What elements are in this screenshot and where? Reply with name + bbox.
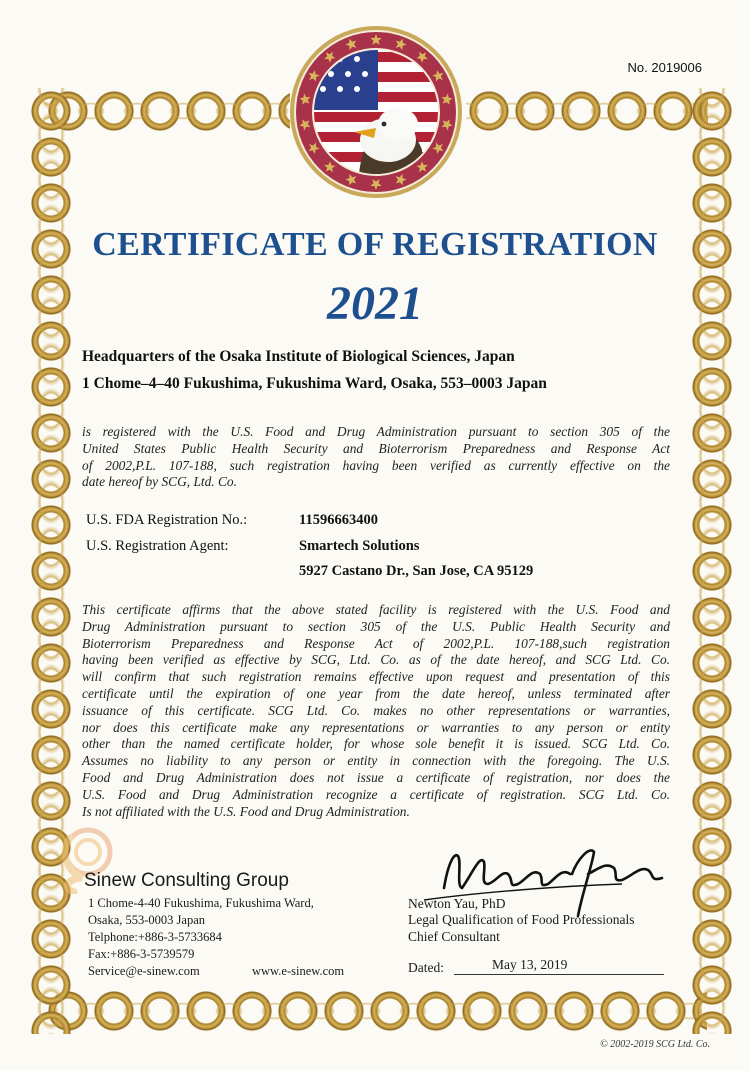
signature-date: May 13, 2019: [492, 957, 568, 972]
fda-registration-number: 11596663400: [299, 512, 378, 528]
fda-registration-label: U.S. FDA Registration No.:: [86, 512, 248, 528]
border-top-right-overlay: [466, 88, 708, 134]
body-line: Food and Drug Administration does not issue a certificate of registration, nor does the: [82, 769, 670, 785]
intro-line: of 2002,P.L. 107-188, such registration having been verified as currently effective on the: [82, 457, 670, 473]
certificate-number: No. 2019006: [627, 60, 702, 75]
registrant-name: Headquarters of the Osaka Institute of Biological Sciences, Japan: [82, 348, 515, 365]
signatory-name: Newton Yau, PhD: [408, 896, 506, 911]
intro-line: date hereof by SCG, Ltd. Co.: [82, 474, 237, 490]
issuer-email: Service@e-sinew.com: [88, 964, 200, 978]
body-line: nor does this certificate make any representations or warranties to any person or entity: [82, 719, 670, 735]
registrant-address: 1 Chome–4–40 Fukushima, Fukushima Ward, Osaka, 553–0003 Japan: [82, 375, 547, 392]
issuer-website: www.e-sinew.com: [252, 964, 345, 978]
border-top-left-overlay: [45, 88, 290, 134]
body-line: Assumes no liability to any person or entity in connection with the foregoing. The U.S.: [82, 753, 670, 769]
registration-agent-name: Smartech Solutions: [299, 538, 420, 554]
body-line: Bioterrorism Preparedness and Response Act of 2002,P.L. 107-188,such registration: [82, 635, 670, 651]
body-line: This certificate affirms that the above stated facility is registered with the U.S. Food and: [82, 602, 670, 617]
signatory-qualification: Legal Qualification of Food Professionals: [408, 912, 635, 927]
body-line: other than the named certificate holder, for whose sole benefit it is issued. SCG Ltd. Co.: [82, 736, 670, 752]
issuer-address-line2: Osaka, 553-0003 Japan: [88, 913, 205, 927]
body-line: U.S. Food and Drug Administration recognize a certificate of registration. SCG Ltd. Co.: [82, 786, 670, 802]
signatory-role: Chief Consultant: [408, 929, 500, 944]
body-line: issuance of this certificate. SCG Ltd. Co. makes no other representations or warranties,: [82, 702, 670, 718]
intro-line: United States Public Health Security and Bioterrorism Preparedness and Response Act: [82, 440, 670, 456]
date-underline: [454, 974, 664, 975]
issuer-name: Sinew Consulting Group: [84, 870, 289, 891]
body-line: certificate until the expiration of one year from the date hereof, unless terminated after: [82, 685, 670, 701]
intro-line: is registered with the U.S. Food and Drug Administration pursuant to section 305 of the: [82, 424, 670, 439]
intro-paragraph: [82, 424, 670, 491]
body-line: Drug Administration pursuant to section 305 of the U.S. Public Health Security and: [82, 618, 670, 634]
copyright: © 2002-2019 SCG Ltd. Co.: [600, 1039, 710, 1050]
registration-agent-address: 5927 Castano Dr., San Jose, CA 95129: [299, 563, 534, 579]
certificate-body: [82, 602, 670, 820]
border-bottom-overlay: [45, 988, 707, 1034]
dated-label: Dated:: [408, 960, 444, 975]
issuer-phone: Telphone:+886-3-5733684: [88, 930, 222, 944]
body-line: will confirm that such registration remains effective upon request and presentation of this: [82, 669, 670, 685]
registration-agent-label: U.S. Registration Agent:: [86, 538, 229, 554]
certificate-year: 2021: [327, 277, 423, 330]
body-line: Is not affiliated with the U.S. Food and Drug Administration.: [82, 803, 410, 819]
issuer-address-line1: 1 Chome-4-40 Fukushima, Fukushima Ward,: [88, 896, 314, 910]
eagle-flag-seal: [288, 24, 464, 200]
certificate-title: CERTIFICATE OF REGISTRATION: [92, 226, 658, 263]
body-line: having been verified as effective by SCG, Ltd. Co. as of the date hereof, and SCG Ltd. Co.: [82, 652, 670, 668]
issuer-fax: Fax:+886-3-5739579: [88, 947, 195, 961]
